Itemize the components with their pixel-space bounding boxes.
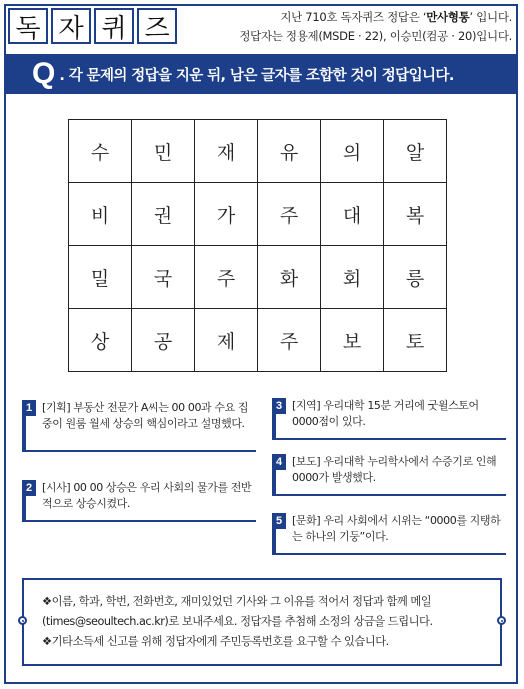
- notice-line-2: 정답자는 정용제(MSDE · 22), 이승민(컴공 · 20)입니다.: [239, 29, 512, 43]
- grid-cell: 주: [195, 246, 258, 309]
- clue-1-body: [24, 400, 256, 452]
- title-char: 퀴: [94, 8, 134, 44]
- letter-grid: [68, 119, 447, 372]
- grid-cell: 화: [258, 246, 321, 309]
- clue-4-body: [274, 454, 506, 496]
- clue-4-text: [보도] 우리대학 누리학사에서 수증기로 인해 0000가 발생했다.: [292, 455, 497, 484]
- grid-cell: 알: [384, 120, 447, 183]
- submission-info: [22, 578, 502, 666]
- clue-3: [272, 398, 504, 440]
- grid-cell: 국: [132, 246, 195, 309]
- grid-cell: 비: [69, 183, 132, 246]
- grid-cell: 주: [258, 309, 321, 372]
- grid-cell: 대: [321, 183, 384, 246]
- previous-answer: 만사형통: [426, 10, 470, 24]
- grid-cell: 제: [195, 309, 258, 372]
- footer-line-3: ❖기타소득세 신고를 위해 정답자에게 주민등록번호를 요구할 수 있습니다.: [42, 635, 389, 648]
- right-dot-icon: [497, 616, 506, 625]
- question-mark: Q: [32, 57, 56, 90]
- clue-3-number: 3: [272, 398, 286, 414]
- clue-5-number: 5: [272, 513, 286, 529]
- grid-cell: 재: [195, 120, 258, 183]
- grid-cell: 릉: [384, 246, 447, 309]
- question-text: . 각 문제의 정답을 지운 뒤, 남은 글자를 조합한 것이 정답입니다.: [59, 67, 454, 84]
- grid-cell: 토: [384, 309, 447, 372]
- notice-prefix: 지난 710호 독자퀴즈 정답은 ‘: [280, 10, 427, 24]
- clue-5-body: [274, 513, 506, 555]
- grid-cell: 상: [69, 309, 132, 372]
- grid-cell: 주: [258, 183, 321, 246]
- notice-line-1: [239, 8, 512, 27]
- quiz-title: [8, 8, 180, 44]
- grid-cell: 유: [258, 120, 321, 183]
- title-char: 즈: [137, 8, 177, 44]
- clue-4: [272, 454, 504, 496]
- clue-2: [22, 480, 254, 522]
- title-char: 독: [8, 8, 48, 44]
- notice-suffix: ’ 입니다.: [469, 10, 512, 24]
- clue-5-text: [문화] 우리 사회에서 시위는 “0000를 지탱하는 하나의 기둥”이다.: [292, 514, 501, 543]
- clue-2-body: [24, 480, 256, 522]
- clue-3-body: [274, 398, 506, 440]
- grid-cell: 회: [321, 246, 384, 309]
- clue-4-number: 4: [272, 454, 286, 470]
- grid-cell: 가: [195, 183, 258, 246]
- clue-1: [22, 400, 254, 452]
- previous-answer-notice: [239, 8, 512, 46]
- clue-1-number: 1: [22, 400, 36, 416]
- grid-cell: 민: [132, 120, 195, 183]
- grid-cell: 보: [321, 309, 384, 372]
- grid-cell: 권: [132, 183, 195, 246]
- clue-2-text: [시사] 00 00 상승은 우리 사회의 물가를 전반적으로 상승시켰다.: [42, 481, 252, 510]
- left-dot-icon: [18, 616, 27, 625]
- grid-cell: 의: [321, 120, 384, 183]
- grid-cell: 밀: [69, 246, 132, 309]
- clue-3-text: [지역] 우리대학 15분 거리에 굿윌스토어 0000점이 있다.: [292, 399, 479, 428]
- clue-5: [272, 513, 504, 555]
- clue-1-text: [기획] 부동산 전문가 A씨는 00 00과 수요 집중이 원룸 월세 상승의 핵심이라고 설명했다.: [42, 401, 249, 430]
- footer-line-2: (times@seoultech.ac.kr)로 보내주세요. 정답자를 추첨해 소정의 상금을 드립니다.: [42, 615, 433, 628]
- question-banner: [6, 54, 516, 94]
- title-char: 자: [51, 8, 91, 44]
- grid-cell: 공: [132, 309, 195, 372]
- grid-cell: 복: [384, 183, 447, 246]
- clue-2-number: 2: [22, 480, 36, 496]
- grid-cell: 수: [69, 120, 132, 183]
- footer-line-1: ❖이름, 학과, 학번, 전화번호, 재미있었던 기사와 그 이유를 적어서 정답과 함께 메일: [42, 595, 432, 608]
